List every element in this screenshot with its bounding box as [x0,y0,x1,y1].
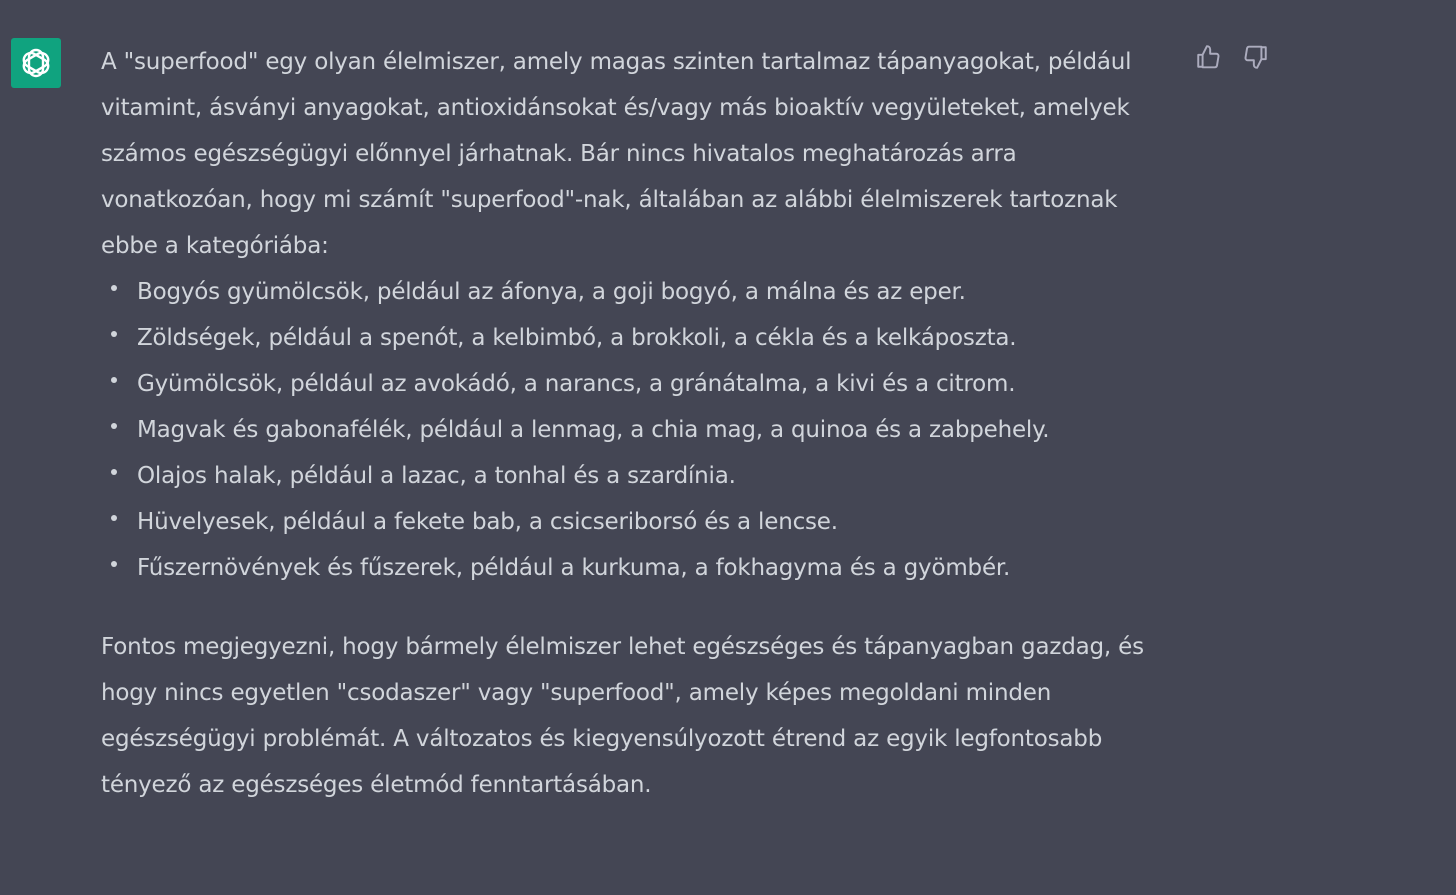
assistant-avatar [11,38,61,88]
list-item: Zöldségek, például a spenót, a kelbimbó, a brokkoli, a cékla és a kelkáposzta. [101,315,1181,361]
list-item: Hüvelyesek, például a fekete bab, a csicseriborsó és a lencse. [101,499,1181,545]
intro-line: vonatkozóan, hogy mi számít "superfood"-nak, általában az alábbi élelmiszerek tartoznak [101,187,1118,213]
feedback-buttons [1194,42,1270,72]
list-item: Gyümölcsök, például az avokádó, a narancs, a gránátalma, a kivi és a citrom. [101,361,1181,407]
openai-logo-icon [18,45,54,81]
outro-line: hogy nincs egyetlen "csodaszer" vagy "superfood", amely képes megoldani minden [101,680,1052,706]
thumbs-down-button[interactable] [1242,42,1270,72]
thumbs-up-button[interactable] [1194,42,1222,72]
list-item: Bogyós gyümölcsök, például az áfonya, a goji bogyó, a málna és az eper. [101,269,1181,315]
thumbs-down-icon [1243,43,1269,71]
intro-line: ebbe a kategóriába: [101,233,329,259]
list-item: Magvak és gabonafélék, például a lenmag, a chia mag, a quinoa és a zabpehely. [101,407,1181,453]
assistant-message [101,39,1181,808]
list-item: Fűszernövények és fűszerek, például a kurkuma, a fokhagyma és a gyömbér. [101,545,1181,591]
outro-line: egészségügyi problémát. A változatos és kiegyensúlyozott étrend az egyik legfontosabb [101,726,1103,752]
thumbs-up-icon [1195,43,1221,71]
outro-paragraph [101,624,1181,808]
outro-line: tényező az egészséges életmód fenntartásában. [101,772,652,798]
intro-line: számos egészségügyi előnnyel járhatnak. Bár nincs hivatalos meghatározás arra [101,141,1017,167]
superfood-list [101,269,1181,591]
intro-paragraph [101,39,1181,269]
intro-line: A "superfood" egy olyan élelmiszer, amely magas szinten tartalmaz tápanyagokat, például [101,49,1132,75]
intro-line: vitamint, ásványi anyagokat, antioxidánsokat és/vagy más bioaktív vegyületeket, amelyek [101,95,1130,121]
outro-line: Fontos megjegyezni, hogy bármely élelmiszer lehet egészséges és tápanyagban gazdag, és [101,634,1144,660]
list-item: Olajos halak, például a lazac, a tonhal és a szardínia. [101,453,1181,499]
